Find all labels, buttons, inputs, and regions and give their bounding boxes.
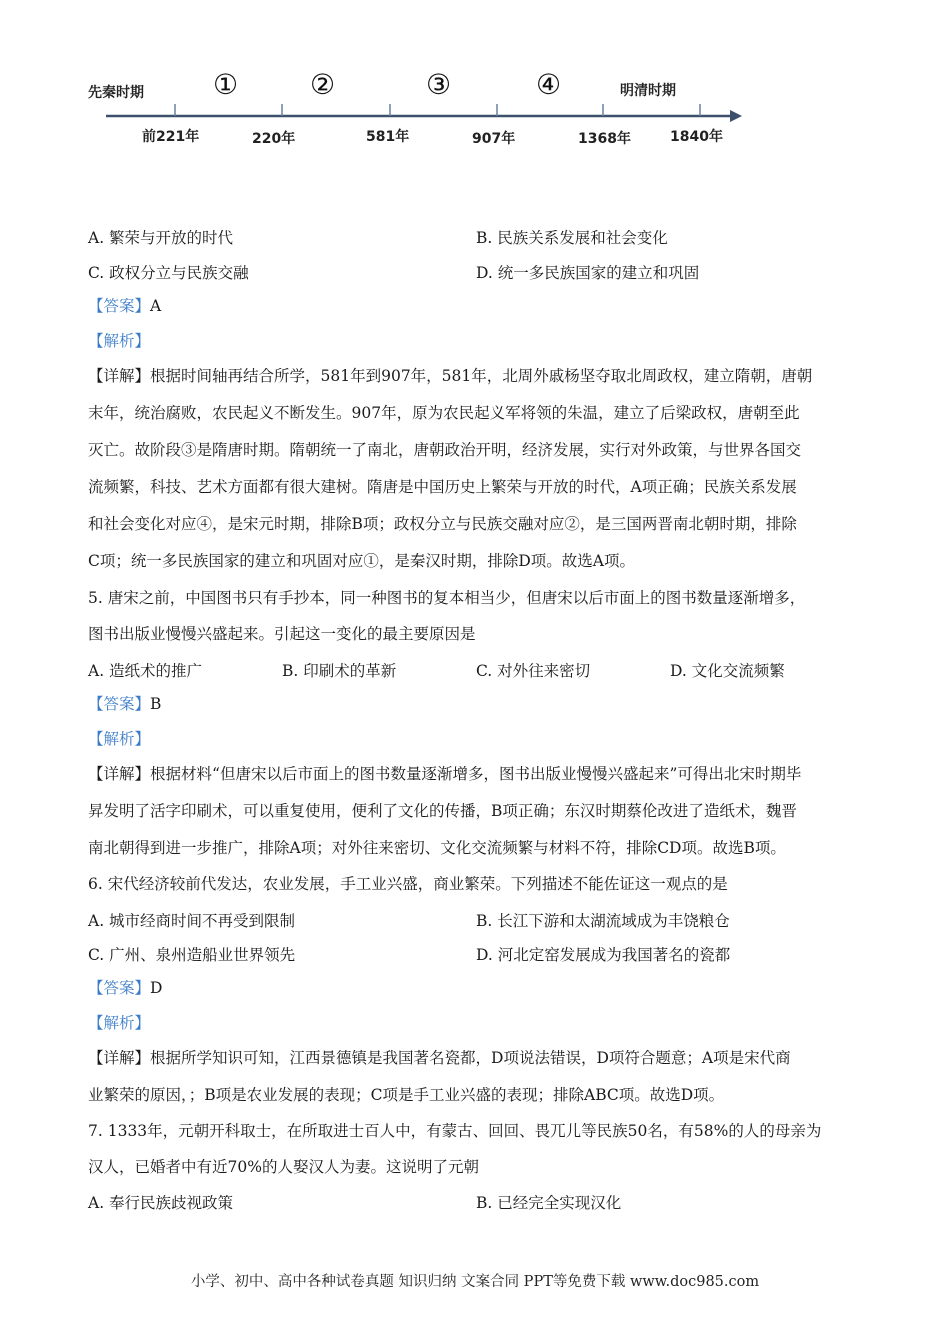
timeline-stage-3: ③	[426, 68, 452, 101]
q5-option-c: C. 对外往来密切	[476, 662, 591, 680]
q5-detail-line: 【详解】根据材料“但唐宋以后市面上的图书数量逐渐增多，图书出版业慢慢兴盛起来”可得出北宋时期毕	[88, 765, 802, 783]
timeline-year-4: 907年	[472, 131, 516, 147]
q4-detail-line: 和社会变化对应④，是宋元时期，排除B项；政权分立与民族交融对应②，是三国两晋南北朝时期，排除	[88, 515, 797, 533]
q4-detail-line: 灭亡。故阶段③是隋唐时期。隋朝统一了南北，唐朝政治开明，经济发展，实行对外政策，与世界各国交	[88, 441, 802, 459]
timeline-year-6: 1840年	[670, 129, 723, 145]
q6-option-b: B. 长江下游和太湖流域成为丰饶粮仓	[476, 912, 730, 930]
q4-detail-line: 末年，统治腐败，农民起义不断发生。907年，原为农民起义军将领的朱温，建立了后梁政权，唐朝至此	[88, 404, 800, 422]
q4-option-a: A. 繁荣与开放的时代	[88, 229, 234, 247]
page-footer: 小学、初中、高中各种试卷真题 知识归纳 文案合同 PPT等免费下载 www.doc985.com	[190, 1274, 760, 1290]
q5-option-d: D. 文化交流频繁	[670, 662, 785, 680]
q6-analysis-heading: 【解析】	[88, 1014, 151, 1032]
timeline-stage-2: ②	[310, 68, 336, 101]
q7-question: 7. 1333年，元朝开科取士，在所取进士百人中，有蒙古、回回、畏兀儿等民族50名，有58%的人的母亲为	[88, 1122, 822, 1140]
q6-option-a: A. 城市经商时间不再受到限制	[88, 912, 296, 930]
q7-question: 汉人，已婚者中有近70%的人娶汉人为妻。这说明了元朝	[88, 1158, 479, 1176]
q4-option-c: C. 政权分立与民族交融	[88, 264, 249, 282]
q5-option-a: A. 造纸术的推广	[88, 662, 203, 680]
timeline-figure	[80, 60, 760, 160]
timeline-year-3: 581年	[366, 129, 410, 145]
timeline-stage-1: ①	[213, 68, 239, 101]
q7-option-b: B. 已经完全实现汉化	[476, 1194, 622, 1212]
q7-option-a: A. 奉行民族歧视政策	[88, 1194, 234, 1212]
q5-detail-line: 南北朝得到进一步推广，排除A项；对外往来密切、文化交流频繁与材料不符，排除CD项。故选B项。	[88, 839, 786, 857]
q5-analysis-heading: 【解析】	[88, 730, 151, 748]
q4-answer: 【答案】A	[88, 297, 162, 315]
q5-option-b: B. 印刷术的革新	[282, 662, 397, 680]
q5-detail-line: 昇发明了活字印刷术，可以重复使用，便利了文化的传播，B项正确；东汉时期蔡伦改进了造纸术，魏晋	[88, 802, 797, 820]
timeline-left-label: 先秦时期	[88, 85, 144, 101]
q6-question: 6. 宋代经济较前代发达，农业发展，手工业兴盛，商业繁荣。下列描述不能佐证这一观点的是	[88, 875, 728, 893]
q6-option-c: C. 广州、泉州造船业世界领先	[88, 946, 296, 964]
timeline-year-5: 1368年	[578, 131, 631, 147]
timeline-year-1: 前221年	[142, 129, 200, 145]
timeline-stage-4: ④	[536, 68, 562, 101]
q4-detail-line: 【详解】根据时间轴再结合所学，581年到907年，581年，北周外戚杨坚夺取北周政权，建立隋朝，唐朝	[88, 367, 813, 385]
q4-option-b: B. 民族关系发展和社会变化	[476, 229, 668, 247]
q4-analysis-heading: 【解析】	[88, 332, 151, 350]
timeline-year-2: 220年	[252, 131, 296, 147]
q6-detail-line: 【详解】根据所学知识可知，江西景德镇是我国著名瓷都，D项说法错误，D项符合题意；A项是宋代商	[88, 1049, 791, 1067]
q5-question: 图书出版业慢慢兴盛起来。引起这一变化的最主要原因是	[88, 625, 476, 643]
timeline-right-label: 明清时期	[620, 83, 676, 99]
q5-answer: 【答案】B	[88, 695, 162, 713]
q6-answer: 【答案】D	[88, 979, 163, 997]
q4-detail-line: 流频繁，科技、艺术方面都有很大建树。隋唐是中国历史上繁荣与开放的时代，A项正确；民族关系发展	[88, 478, 797, 496]
q6-detail-line: 业繁荣的原因，；B项是农业发展的表现；C项是手工业兴盛的表现；排除ABC项。故选D项。	[88, 1086, 725, 1104]
q6-option-d: D. 河北定窑发展成为我国著名的瓷都	[476, 946, 731, 964]
q5-question: 5. 唐宋之前，中国图书只有手抄本，同一种图书的复本相当少，但唐宋以后市面上的图书数量逐渐增多，	[88, 589, 806, 607]
q4-option-d: D. 统一多民族国家的建立和巩固	[476, 264, 700, 282]
q4-detail-line: C项；统一多民族国家的建立和巩固对应①，是秦汉时期，排除D项。故选A项。	[88, 552, 635, 570]
